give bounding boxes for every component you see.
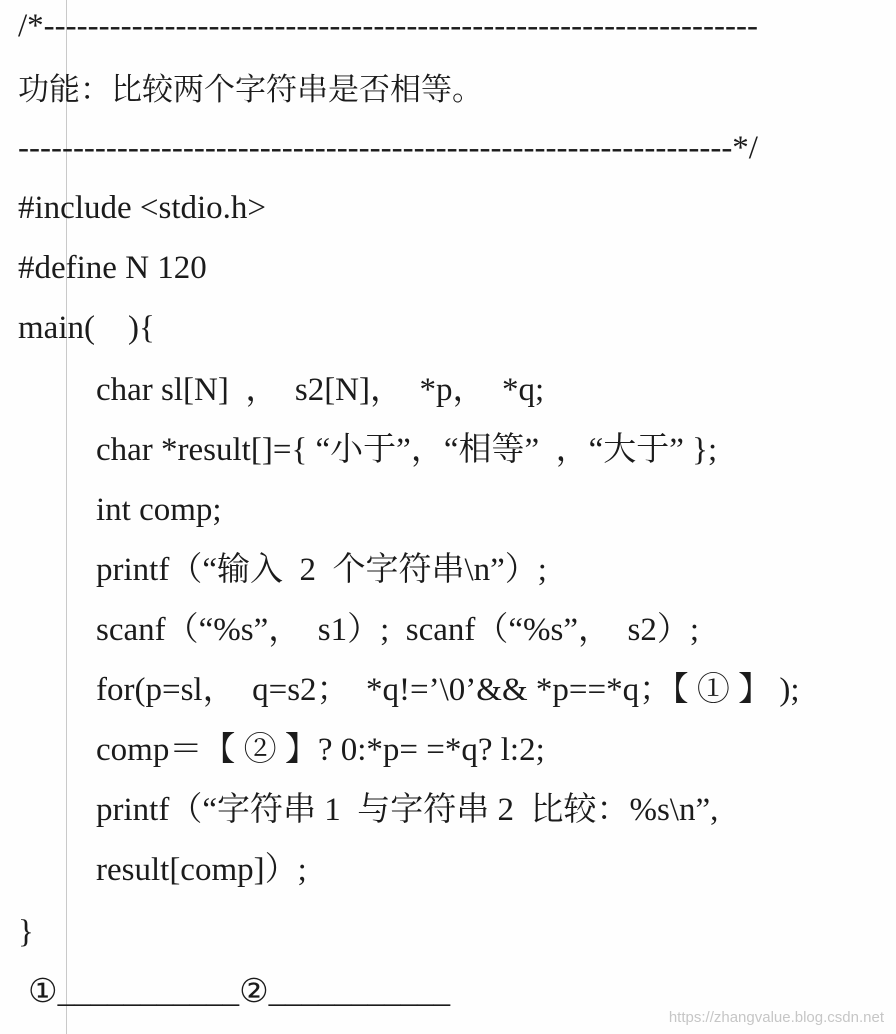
code-line-printf-result: printf（“字符串 1 与字符串 2 比较：%s\n”,	[96, 792, 719, 828]
function-description: 功能：比较两个字符串是否相等。	[18, 72, 483, 108]
code-line-printf-prompt: printf（“输入 2 个字符串\n”）;	[96, 552, 547, 588]
watermark: https://zhangvalue.blog.csdn.net	[668, 1009, 884, 1026]
code-line-scanf: scanf（“%s”， s1）; scanf（“%s”， s2）;	[96, 612, 700, 648]
code-line-define: #define N 120	[18, 250, 207, 286]
code-line-result-array: char *result[]={ “小于”，“相等” ，“大于” };	[96, 432, 718, 468]
code-line-char-decl: char sl[N] ， s2[N]， *p， *q;	[96, 372, 545, 408]
code-line-int-comp: int comp;	[96, 492, 222, 528]
code-line-close-brace: }	[18, 914, 34, 950]
code-line-include: #include <stdio.h>	[18, 190, 267, 226]
code-line-main: main( ){	[18, 310, 155, 346]
answer-blanks: ①___________②___________	[28, 974, 451, 1010]
code-line-result-comp: result[comp]）;	[96, 852, 307, 888]
code-line-for-loop: for(p=sl， q=s2； *q!=’\0’&& *p==*q；【 ① 】 );	[96, 672, 800, 708]
comment-open: /*-----------------------------------------------------------------	[18, 8, 758, 44]
comment-close: -----------------------------------------------------------------*/	[18, 130, 758, 166]
code-line-comp-assign: comp＝【 ② 】? 0:*p= =*q? l:2;	[96, 732, 545, 768]
